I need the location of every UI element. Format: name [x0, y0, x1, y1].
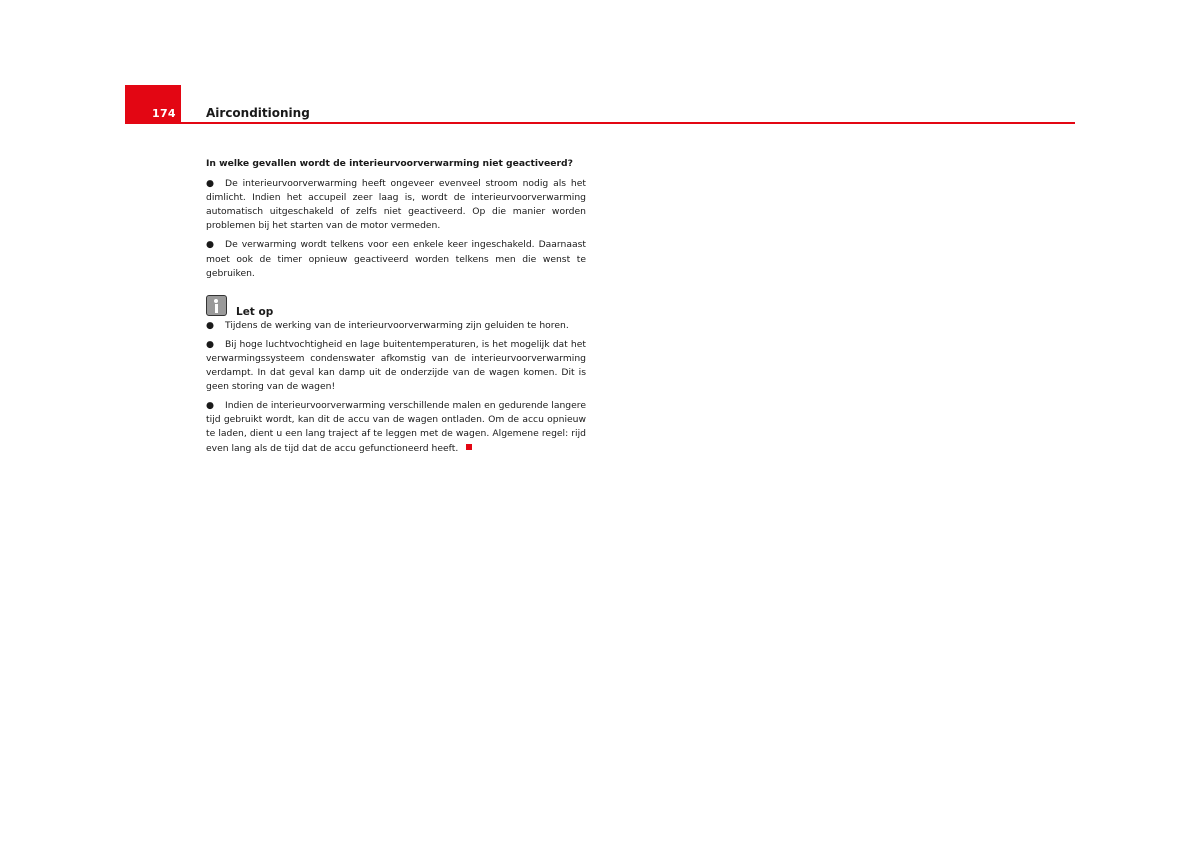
- note-item-text: Bij hoge luchtvochtigheid en lage buitentemperaturen, is het mogelijk dat het verwarmingssysteem condenswater afkomstig van de interieurvoorverwarming verdampt. In dat geval kan damp uit de onderzijde van de wagen komen. Dit is geen storing van de wagen!: [206, 338, 586, 393]
- note-item: [206, 319, 586, 333]
- list-item: [206, 238, 586, 280]
- note-item-text: Indien de interieurvoorverwarming verschillende malen en gedurende langere tijd gebruikt wordt, kan dit de accu van de wagen ontladen. Om de accu opnieuw te laden, dient u een lang traject af te leggen met de wagen. Algemene regel: rijd even lang als de tijd dat de accu gefunctioneerd heeft.: [206, 400, 586, 454]
- bullet-icon: ●: [206, 178, 215, 190]
- note-title: Let op: [236, 305, 274, 318]
- header-divider: [181, 122, 1075, 124]
- list-item-text: De verwarming wordt telkens voor een enkele keer ingeschakeld. Daarnaast moet ook de timer opnieuw geactiveerd worden telkens men die wenst te gebruiken.: [206, 239, 586, 279]
- note-header: [206, 295, 586, 316]
- info-icon: [206, 295, 227, 316]
- bullet-icon: ●: [206, 338, 215, 350]
- content-column: [206, 157, 586, 461]
- chapter-title: Airconditioning: [206, 106, 310, 120]
- section-heading: In welke gevallen wordt de interieurvoorverwarming niet geactiveerd?: [206, 158, 573, 169]
- bullet-icon: ●: [206, 239, 215, 251]
- page-number: 174: [152, 107, 176, 120]
- bullet-icon: ●: [206, 319, 215, 331]
- list-item: [206, 177, 586, 233]
- note-item: [206, 338, 586, 394]
- list-item-text: De interieurvoorverwarming heeft ongeveer evenveel stroom nodig als het dimlicht. Indien het accupeil zeer laag is, wordt de interieurvoorverwarming automatisch uitgeschakeld of zelfs niet geactiveerd. Op die manier worden problemen bij het starten van de motor vermeden.: [206, 178, 586, 232]
- bullet-icon: ●: [206, 400, 215, 412]
- note-item: [206, 399, 586, 455]
- note-item-text: Tijdens de werking van de interieurvoorverwarming zijn geluiden te horen.: [225, 319, 569, 331]
- end-of-section-marker: [466, 444, 472, 450]
